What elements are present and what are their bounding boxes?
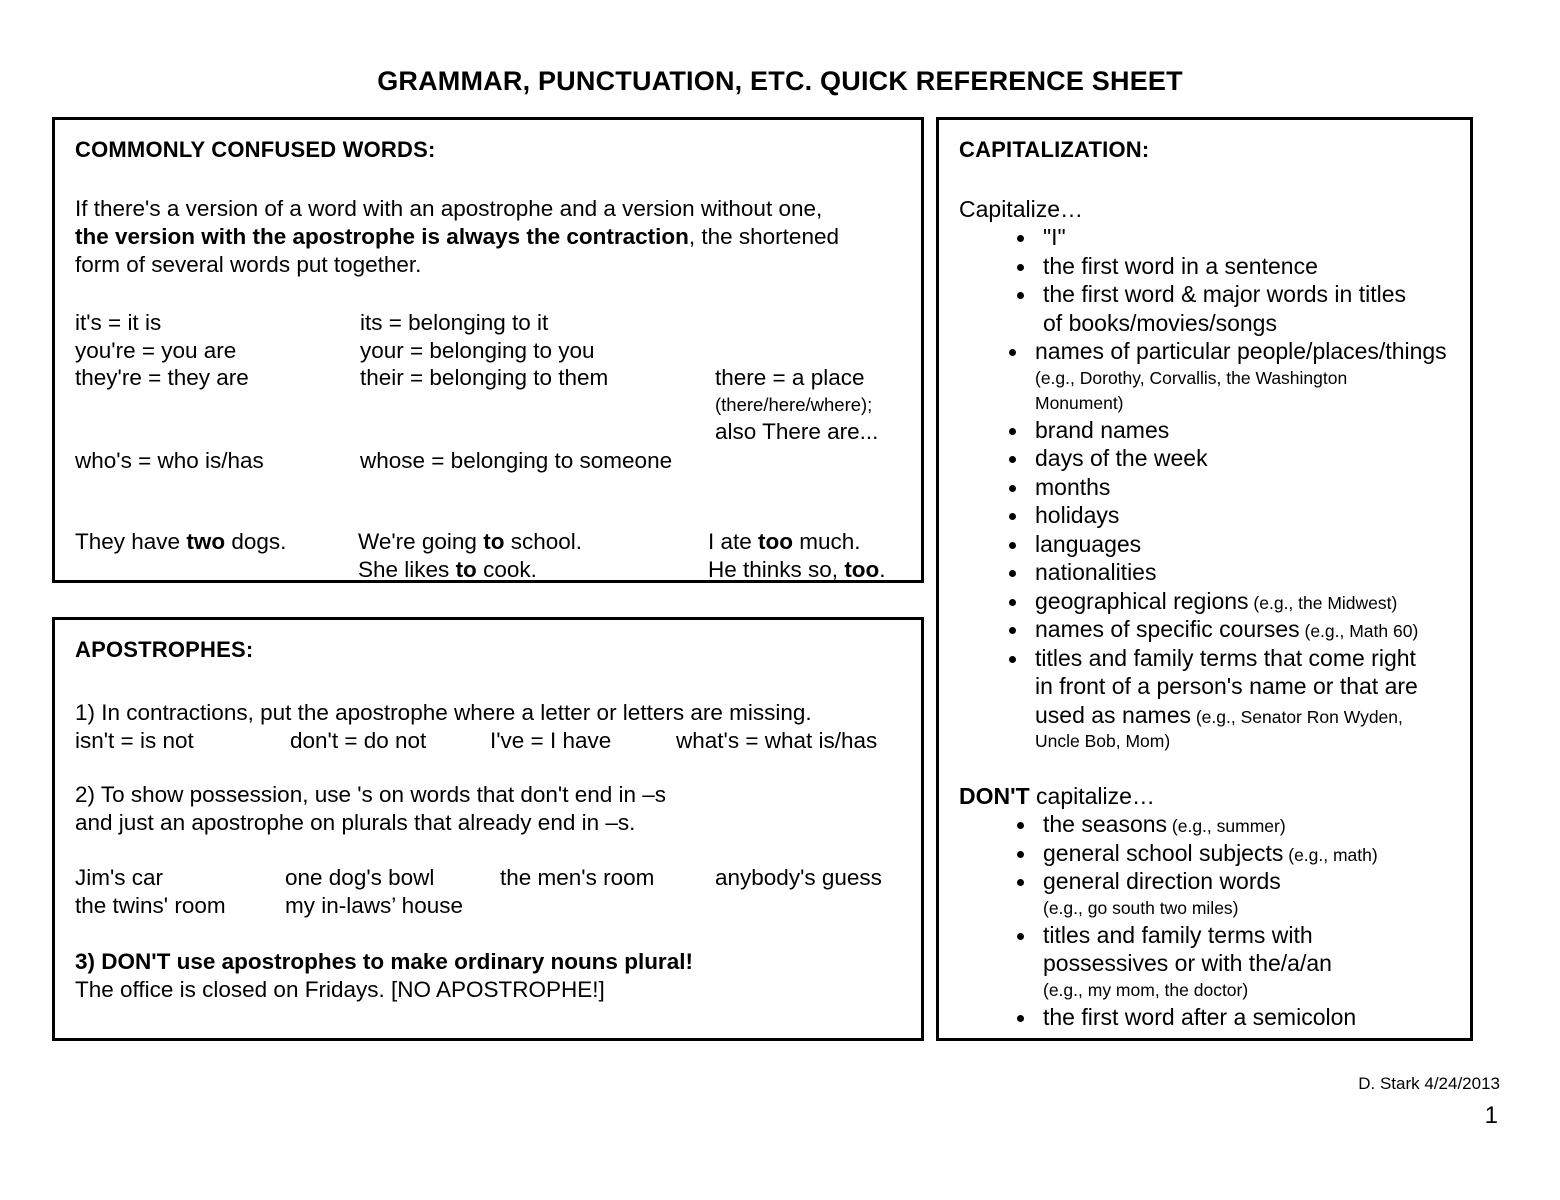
pair-possessive: its = belonging to it [360, 310, 549, 335]
example-two-pre: They have [75, 529, 187, 554]
confused-intro-paragraph [75, 195, 905, 279]
example-too [708, 556, 901, 584]
example-two-keyword: two [186, 529, 226, 554]
list-item-example: (e.g., math) [1283, 844, 1378, 865]
there-definition-note [715, 364, 925, 445]
word-pairs-grid [75, 309, 901, 474]
word-pair-row [75, 337, 901, 365]
contraction-example: what's = what is/has [676, 728, 878, 753]
example-to [358, 556, 708, 584]
example-two-post: dogs. [225, 529, 287, 554]
possessive-example: the men's room [500, 865, 655, 890]
panel-heading-confused: COMMONLY CONFUSED WORDS: [75, 137, 436, 162]
possessive-example-row [75, 864, 901, 892]
dont-lead-rest: capitalize… [1029, 783, 1155, 809]
list-item [959, 530, 1450, 559]
apostrophe-rule-2-line2: and just an apostrophe on plurals that already end in –s. [75, 810, 636, 835]
confused-intro-bold: the version with the apostrophe is always the contraction [75, 224, 689, 249]
list-item-example-cont: Monument) [1035, 392, 1124, 413]
list-item [959, 644, 1450, 755]
list-item-label-cont: in front of a person's name or that are [1035, 673, 1418, 699]
panel-heading-apostrophes: APOSTROPHES: [75, 637, 254, 662]
list-item-example: (e.g., my mom, the doctor) [1043, 979, 1249, 1000]
list-item [959, 558, 1450, 587]
possessive-example: my in-laws’ house [285, 893, 463, 918]
there-note-main: there = a place [715, 365, 865, 390]
example-two [75, 528, 358, 556]
example-too-post: much. [793, 529, 861, 554]
example-two-empty [75, 556, 358, 584]
panel-commonly-confused-words [52, 117, 924, 583]
example-to-keyword: to [483, 529, 505, 554]
list-item-label: names of specific courses [1035, 616, 1300, 642]
apostrophe-rule-2-line1: 2) To show possession, use 's on words that don't end in –s [75, 782, 667, 807]
footer-credit: D. Stark 4/24/2013 [1358, 1074, 1500, 1093]
two-to-too-examples [75, 528, 901, 584]
word-pair-row-whos [75, 447, 901, 475]
list-item [959, 444, 1450, 473]
list-item-label-cont: possessives or with the/a/an [1043, 950, 1332, 976]
example-too-keyword: too [844, 557, 880, 582]
pair-contraction: who's = who is/has [75, 447, 264, 473]
list-item [959, 252, 1450, 281]
example-too-pre: I ate [708, 529, 759, 554]
pair-contraction: you're = you are [75, 337, 237, 363]
there-note-also: also There are... [715, 418, 879, 444]
list-item-example: (e.g., Dorothy, Corvallis, the Washington [1035, 367, 1348, 388]
list-item [959, 223, 1450, 252]
possessive-example: the twins' room [75, 893, 226, 918]
example-too-pre: He thinks so, [708, 557, 845, 582]
contraction-example: don't = do not [290, 728, 427, 753]
pair-possessive: whose = belonging to someone [360, 447, 673, 473]
apostrophe-rule-1: 1) In contractions, put the apostrophe where a letter or letters are missing. [75, 700, 812, 725]
dont-capitalize-list [959, 810, 1450, 1031]
example-too [708, 528, 901, 556]
confused-intro-line1: If there's a version of a word with an apostrophe and a version without one, [75, 196, 823, 221]
panel-apostrophes [52, 617, 924, 1041]
list-item [959, 337, 1450, 416]
apostrophe-rule-2 [75, 781, 901, 837]
list-item-label: general school subjects [1043, 839, 1284, 866]
list-item [959, 810, 1450, 839]
list-item-example: (e.g., Math 60) [1299, 621, 1419, 641]
example-row [75, 556, 901, 584]
contraction-example: I've = I have [490, 728, 612, 753]
confused-intro-line3: form of several words put together. [75, 252, 422, 277]
possessive-example: anybody's guess [715, 865, 882, 890]
apostrophe-rule-3: 3) DON'T use apostrophes to make ordinary nouns plural! [75, 949, 693, 974]
example-to-pre: She likes [358, 557, 456, 582]
dont-keyword: DON'T [959, 783, 1030, 809]
list-item-label: the first word in a sentence [1043, 252, 1318, 279]
list-item-label: languages [1035, 530, 1142, 557]
example-to-keyword: to [455, 557, 477, 582]
possessive-example-row [75, 892, 901, 920]
list-item [959, 473, 1450, 502]
example-to-post: cook. [476, 557, 537, 582]
word-pair-row [75, 309, 901, 337]
confused-intro-after-bold: , the shortened [688, 224, 839, 249]
list-item-example: (e.g., Senator Ron Wyden, [1190, 706, 1403, 727]
list-item-label-cont: of books/movies/songs [1043, 309, 1277, 336]
example-too-keyword: too [758, 529, 794, 554]
dont-capitalize-lead-in [959, 782, 1450, 810]
list-item [959, 921, 1450, 1003]
contraction-example: isn't = is not [75, 728, 194, 753]
list-item-label: geographical regions [1035, 587, 1249, 614]
list-item [959, 280, 1450, 337]
example-row [75, 528, 901, 556]
list-item [959, 501, 1450, 530]
list-item-label: brand names [1035, 416, 1170, 443]
example-to-post: school. [504, 529, 582, 554]
list-item-label: the first word after a semicolon [1043, 1003, 1357, 1030]
apostrophe-rule-3-example: The office is closed on Fridays. [NO APOSTROPHE!] [75, 977, 605, 1002]
example-to [358, 528, 708, 556]
possessive-example: one dog's bowl [285, 865, 435, 890]
list-item-label: general direction words [1043, 868, 1281, 894]
panel-heading-capitalization: CAPITALIZATION: [959, 137, 1150, 162]
apostrophe-contraction-examples [75, 727, 901, 755]
list-item-example: (e.g., the Midwest) [1248, 592, 1398, 613]
capitalize-lead-in: Capitalize… [959, 196, 1083, 222]
list-item [959, 615, 1450, 644]
list-item-label: titles and family terms with [1043, 921, 1313, 948]
list-item-label: the first word & major words in titles [1043, 281, 1407, 307]
pair-contraction: it's = it is [75, 310, 162, 335]
possessive-example: Jim's car [75, 865, 164, 890]
list-item-label: days of the week [1035, 445, 1208, 471]
capitalize-list [959, 223, 1450, 754]
list-item-example: (e.g., summer) [1167, 816, 1286, 836]
list-item-label: nationalities [1035, 559, 1157, 585]
list-item-label: names of particular people/places/things [1035, 338, 1447, 364]
list-item-label: the seasons [1043, 811, 1168, 837]
example-too-post: . [879, 557, 886, 582]
list-item-label-cont2: used as names [1035, 701, 1191, 728]
list-item [959, 1003, 1450, 1032]
pair-possessive: your = belonging to you [360, 337, 595, 363]
apostrophe-possessive-examples [75, 864, 901, 920]
panel-capitalization [936, 117, 1473, 1041]
list-item [959, 839, 1450, 868]
example-to-pre: We're going [358, 529, 484, 554]
list-item-example-cont: Uncle Bob, Mom) [1035, 731, 1171, 751]
list-item-label: months [1035, 473, 1111, 500]
list-item-example: (e.g., go south two miles) [1043, 897, 1239, 918]
pair-contraction: they're = they are [75, 365, 249, 390]
pair-possessive: their = belonging to them [360, 365, 609, 390]
list-item [959, 867, 1450, 921]
list-item-label: titles and family terms that come right [1035, 644, 1416, 671]
list-item [959, 587, 1450, 616]
there-note-small: (there/here/where); [715, 393, 873, 415]
page-number: 1 [1484, 1102, 1498, 1129]
list-item-label: holidays [1035, 502, 1120, 528]
list-item [959, 416, 1450, 445]
page-title: GRAMMAR, PUNCTUATION, ETC. QUICK REFERENCE SHEET [377, 66, 1183, 96]
list-item-label: "I" [1043, 224, 1066, 250]
